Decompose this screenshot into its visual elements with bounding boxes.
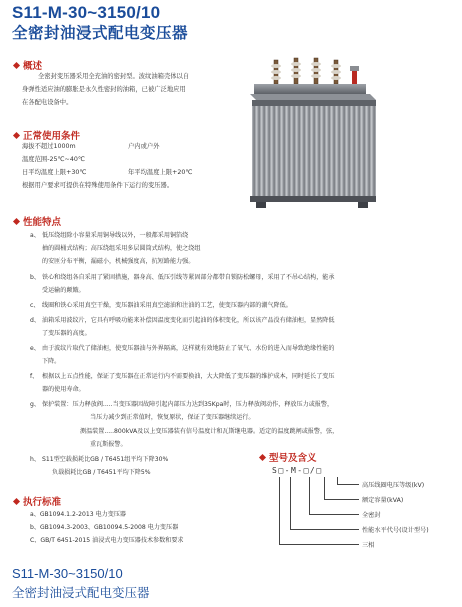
footer-name: 全密封油浸式配电变压器	[12, 585, 150, 600]
feature-f-line-2: 器的使用寿命。	[42, 386, 85, 393]
footer-model: S11-M-30~3150/10	[12, 566, 123, 581]
condition-altitude: 海拔不超过1000m	[22, 143, 76, 150]
standard-item-c: C、GB/T 6451-2015 油浸式电力变压器技术参数和要求	[30, 537, 184, 544]
overview-heading	[14, 58, 42, 72]
condition-note: 根据用户要求可提供在特殊使用条件下运行的变压器。	[22, 182, 174, 189]
feature-b-mark: b、	[30, 274, 40, 281]
feature-g-line-1: 保护装置：压力释放阀.....当变压器因故障引起内部压力达到35Kpa时，压力释放阀动作，释放压力或报警，	[42, 401, 334, 408]
transformer-image	[244, 52, 382, 210]
model-code-string: S□-M-□/□	[272, 466, 323, 475]
feature-a-line-2: 抽的圆桶式结构；高压绕组采用多层圆筒式结构，使之绕组	[42, 245, 201, 252]
feature-a-mark: a、	[30, 232, 40, 239]
diamond-bullet-icon	[259, 453, 266, 460]
model-label-three-phase: 三相	[362, 542, 375, 549]
diamond-bullet-icon	[13, 61, 20, 68]
feature-e-line-1: 由于波纹片取代了储油柜，使变压器油与外界隔离，这样就有效地防止了氧气、水份的进入而导致绝缘性能的	[42, 345, 335, 352]
standard-item-b: b、GB1094.3-2003、GB10094.5-2008 电力变压器	[30, 524, 179, 531]
feature-h-line-1: S11型空载损耗比GB / T6451组平均下降30%	[42, 456, 169, 463]
condition-location: 户内或户外	[128, 143, 160, 150]
overview-line-3: 在各配电设备中。	[22, 99, 73, 106]
feature-c-line-1: 线圈和铁心采用真空干燥，变压器油采用真空滤油和注油的工艺，使变压器内部的潮气降低。	[42, 302, 292, 309]
features-heading-text: 性能特点	[23, 217, 62, 228]
standards-heading-text: 执行标准	[23, 497, 62, 508]
feature-f-mark: f、	[30, 373, 39, 380]
overview-line-2: 身弹性适应油的膨胀是永久性密封的油箱，已被广泛地应用	[22, 86, 186, 93]
feature-a-line-3: 的安匝分布平衡，漏磁小，机械强度高，抗短路能力强。	[42, 258, 195, 265]
model-code-heading-text: 型号及含义	[269, 453, 317, 464]
feature-d-mark: d、	[30, 317, 40, 324]
condition-yearly-avg: 年平均温度上限+20℃	[128, 169, 193, 176]
condition-daily-avg: 日平均温度上限+30℃	[22, 169, 87, 176]
feature-g-line-4: 重瓦斯报警。	[90, 441, 127, 448]
feature-g-line-3: 测温装置.....800kVA及以上变压器装有信号温度计和瓦斯继电器。适定的温度跳闸或报警，弦，	[80, 428, 339, 435]
model-label-capacity: 额定容量(kVA)	[362, 497, 404, 504]
feature-f-line-1: 根据以上五点性能，保证了变压器在正常运行内不需要换油，大大降低了变压器的维护成本，同时延长了变压	[42, 373, 335, 380]
model-label-voltage: 高压线圈电压等级(kV)	[362, 482, 425, 489]
feature-e-mark: e、	[30, 345, 40, 352]
feature-a-line-1: 低压绕组除小容量采用铜导线以外，一般都采用铜箔绕	[42, 232, 189, 239]
diamond-bullet-icon	[13, 131, 20, 138]
standards-heading	[14, 494, 61, 508]
feature-d-line-2: 了变压器的高度。	[42, 330, 91, 337]
conditions-heading-text: 正常使用条件	[23, 131, 81, 142]
overview-line-1: 全密封变压器采用全充油的密封型。波纹油箱壳体以自	[38, 73, 190, 80]
overview-heading-text: 概述	[23, 61, 43, 72]
page-title-name: 全密封油浸式配电变压器	[12, 24, 189, 42]
feature-h-mark: h、	[30, 456, 40, 463]
diamond-bullet-icon	[13, 217, 20, 224]
feature-h-line-2: 负载损耗比GB / T6451平均下降5%	[52, 469, 151, 476]
feature-e-line-2: 下降。	[42, 358, 61, 365]
feature-d-line-1: 油箱采用波纹片，它具有呼吸功能来补偿因温度变化而引起油的体积变化，所以该产品没有储油柜，显然降低	[42, 317, 335, 324]
standard-item-a: a、GB1094.1.2-2013 电力变压器	[30, 511, 126, 518]
feature-c-mark: c、	[30, 302, 40, 309]
feature-b-line-2: 受运输的颠簸。	[42, 287, 85, 294]
feature-b-line-1: 铁心和绕组各自采用了紧固措施，器身高、低压引线等紧固部分都带自锁防松螺母，采用了不吊心结构，能承	[42, 274, 335, 281]
feature-g-mark: g、	[30, 401, 40, 408]
feature-g-line-2: 当压力减少到正常值时，恢复原状，保证了变压器继续运行。	[90, 414, 255, 421]
page-title-model: S11-M-30~3150/10	[12, 3, 161, 22]
model-label-performance: 性能水平代号(设计型号)	[362, 527, 429, 534]
model-code-heading	[260, 450, 317, 464]
model-label-sealed: 全密封	[362, 512, 381, 519]
diamond-bullet-icon	[13, 497, 20, 504]
condition-temp-range: 温度范围-25℃~40℃	[22, 156, 85, 163]
conditions-heading	[14, 128, 80, 142]
features-heading	[14, 214, 61, 228]
